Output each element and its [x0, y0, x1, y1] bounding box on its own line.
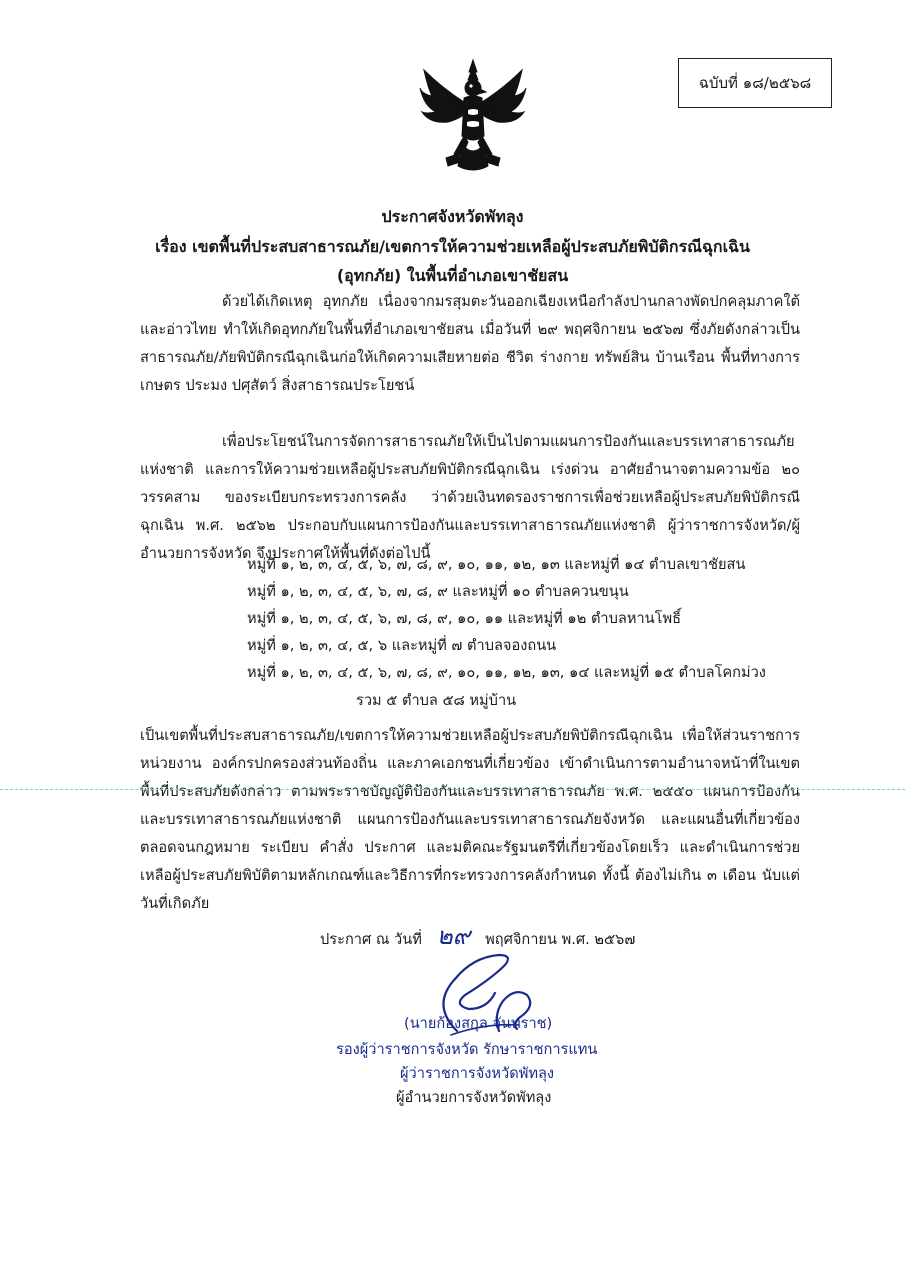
scan-artifact-line	[0, 789, 905, 790]
village-list-item-han-pho: หมู่ที่ ๑, ๒, ๓, ๔, ๕, ๖, ๗, ๘, ๙, ๑๐, ๑๑ และหมู่ที่ ๑๒ ตำบลหานโพธิ์	[247, 610, 681, 627]
announcement-date-prefix: ประกาศ ณ วันที่	[320, 931, 422, 948]
announcement-date-suffix: พฤศจิกายน พ.ศ. ๒๕๖๗	[485, 931, 636, 948]
paragraph-incident: ด้วยได้เกิดเหตุ อุทกภัย เนื่องจากมรสุมตะวันออกเฉียงเหนือกำลังปานกลางพัดปกคลุมภาคใต้ และอ่าวไทย ทำให้เกิดอุทกภัยในพื้นที่อำเภอเขาชัยสน เมื่อวันที่ ๒๙ พฤศจิกายน ๒๕๖๗ ซึ่งภัยดังกล่าวเป็นสาธารณภัย/ภัยพิบัติกรณีฉุกเฉินก่อให้เกิดความเสียหายต่อ ชีวิต ร่างกาย ทรัพย์สิน บ้านเรือน พื้นที่ทางการเกษตร ประมง ปศุสัตว์ สิ่งสาธารณประโยชน์	[140, 293, 800, 394]
paragraph-designation: เป็นเขตพื้นที่ประสบสาธารณภัย/เขตการให้ความช่วยเหลือผู้ประสบภัยพิบัติกรณีฉุกเฉิน เพื่อให้ส่วนราชการ หน่วยงาน องค์กรปกครองส่วนท้องถิ่น และภาคเอกชนที่เกี่ยวข้อง เข้าดำเนินการตามอำนาจหน้าที่ในเขตพื้นที่ประสบภัยดังกล่าว ตามพระราชบัญญัติป้องกันและบรรเทาสาธารณภัย พ.ศ. ๒๕๕๐ แผนการป้องกันและบรรเทาสาธารณภัยแห่งชาติ แผนการป้องกันและบรรเทาสาธารณภัยจังหวัด และแผนอื่นที่เกี่ยวข้อง ตลอดจนกฎหมาย ระเบียบ คำสั่ง ประกาศ และมติคณะรัฐมนตรีที่เกี่ยวข้องโดยเร็ว และดำเนินการช่วยเหลือผู้ประสบภัยพิบัติตามหลักเกณฑ์และวิธีการที่กระทรวงการคลังกำหนด ทั้งนี้ ต้องไม่เกิน ๓ เดือน นับแต่วันที่เกิดภัย	[140, 727, 800, 912]
village-summary: รวม ๕ ตำบล ๕๘ หมู่บ้าน	[356, 692, 517, 709]
signatory-position-governor: ผู้ว่าราชการจังหวัดพัทลุง	[400, 1065, 555, 1082]
announcement-title: ประกาศจังหวัดพัทลุง	[381, 207, 524, 226]
issue-number-box	[678, 58, 832, 108]
subject-line-2: (อุทกภัย) ในพื้นที่อำเภอเขาชัยสน	[336, 266, 569, 285]
subject-line-1: เรื่อง เขตพื้นที่ประสบสาธารณภัย/เขตการให้ความช่วยเหลือผู้ประสบภัยพิบัติกรณีฉุกเฉิน	[155, 237, 750, 256]
village-list-item-khok-muang: หมู่ที่ ๑, ๒, ๓, ๔, ๕, ๖, ๗, ๘, ๙, ๑๐, ๑๑, ๑๒, ๑๓, ๑๔ และหมู่ที่ ๑๕ ตำบลโคกม่วง	[247, 664, 766, 681]
paragraph-legal-basis: เพื่อประโยชน์ในการจัดการสาธารณภัยให้เป็นไปตามแผนการป้องกันและบรรเทาสาธารณภัยแห่งชาติ และการให้ความช่วยเหลือผู้ประสบภัยพิบัติกรณีฉุกเฉิน เร่งด่วน อาศัยอำนาจตามความข้อ ๒๐ วรรคสาม ของระเบียบกระทรวงการคลัง ว่าด้วยเงินทดรองราชการเพื่อช่วยเหลือผู้ประสบภัยพิบัติกรณีฉุกเฉิน พ.ศ. ๒๕๖๒ ประกอบกับแผนการป้องกันและบรรเทาสาธารณภัยแห่งชาติ ผู้ว่าราชการจังหวัด/ผู้อำนวยการจังหวัด จึงประกาศให้พื้นที่ดังต่อไปนี้	[140, 433, 800, 562]
signatory-position-director: ผู้อำนวยการจังหวัดพัทลุง	[396, 1089, 552, 1106]
signatory-position-deputy: รองผู้ว่าราชการจังหวัด รักษาราชการแทน	[336, 1041, 598, 1058]
announcement-day-handwritten: ๒๙	[436, 922, 471, 950]
signatory-name: (นายก้องสกุล จันทราช)	[404, 1015, 553, 1032]
village-list-item-khao-chaison: หมู่ที่ ๑, ๒, ๓, ๔, ๕, ๖, ๗, ๘, ๙, ๑๐, ๑๑, ๑๒, ๑๓ และหมู่ที่ ๑๔ ตำบลเขาชัยสน	[247, 556, 746, 573]
village-list-item-khuan-khanun: หมู่ที่ ๑, ๒, ๓, ๔, ๕, ๖, ๗, ๘, ๙ และหมู่ที่ ๑๐ ตำบลควนขนุน	[247, 583, 629, 600]
issue-number: ฉบับที่ ๑๘/๒๕๖๘	[698, 74, 812, 92]
garuda-emblem-icon	[418, 58, 528, 176]
village-list-item-chong-thanon: หมู่ที่ ๑, ๒, ๓, ๔, ๕, ๖ และหมู่ที่ ๗ ตำบลจองถนน	[247, 637, 557, 654]
